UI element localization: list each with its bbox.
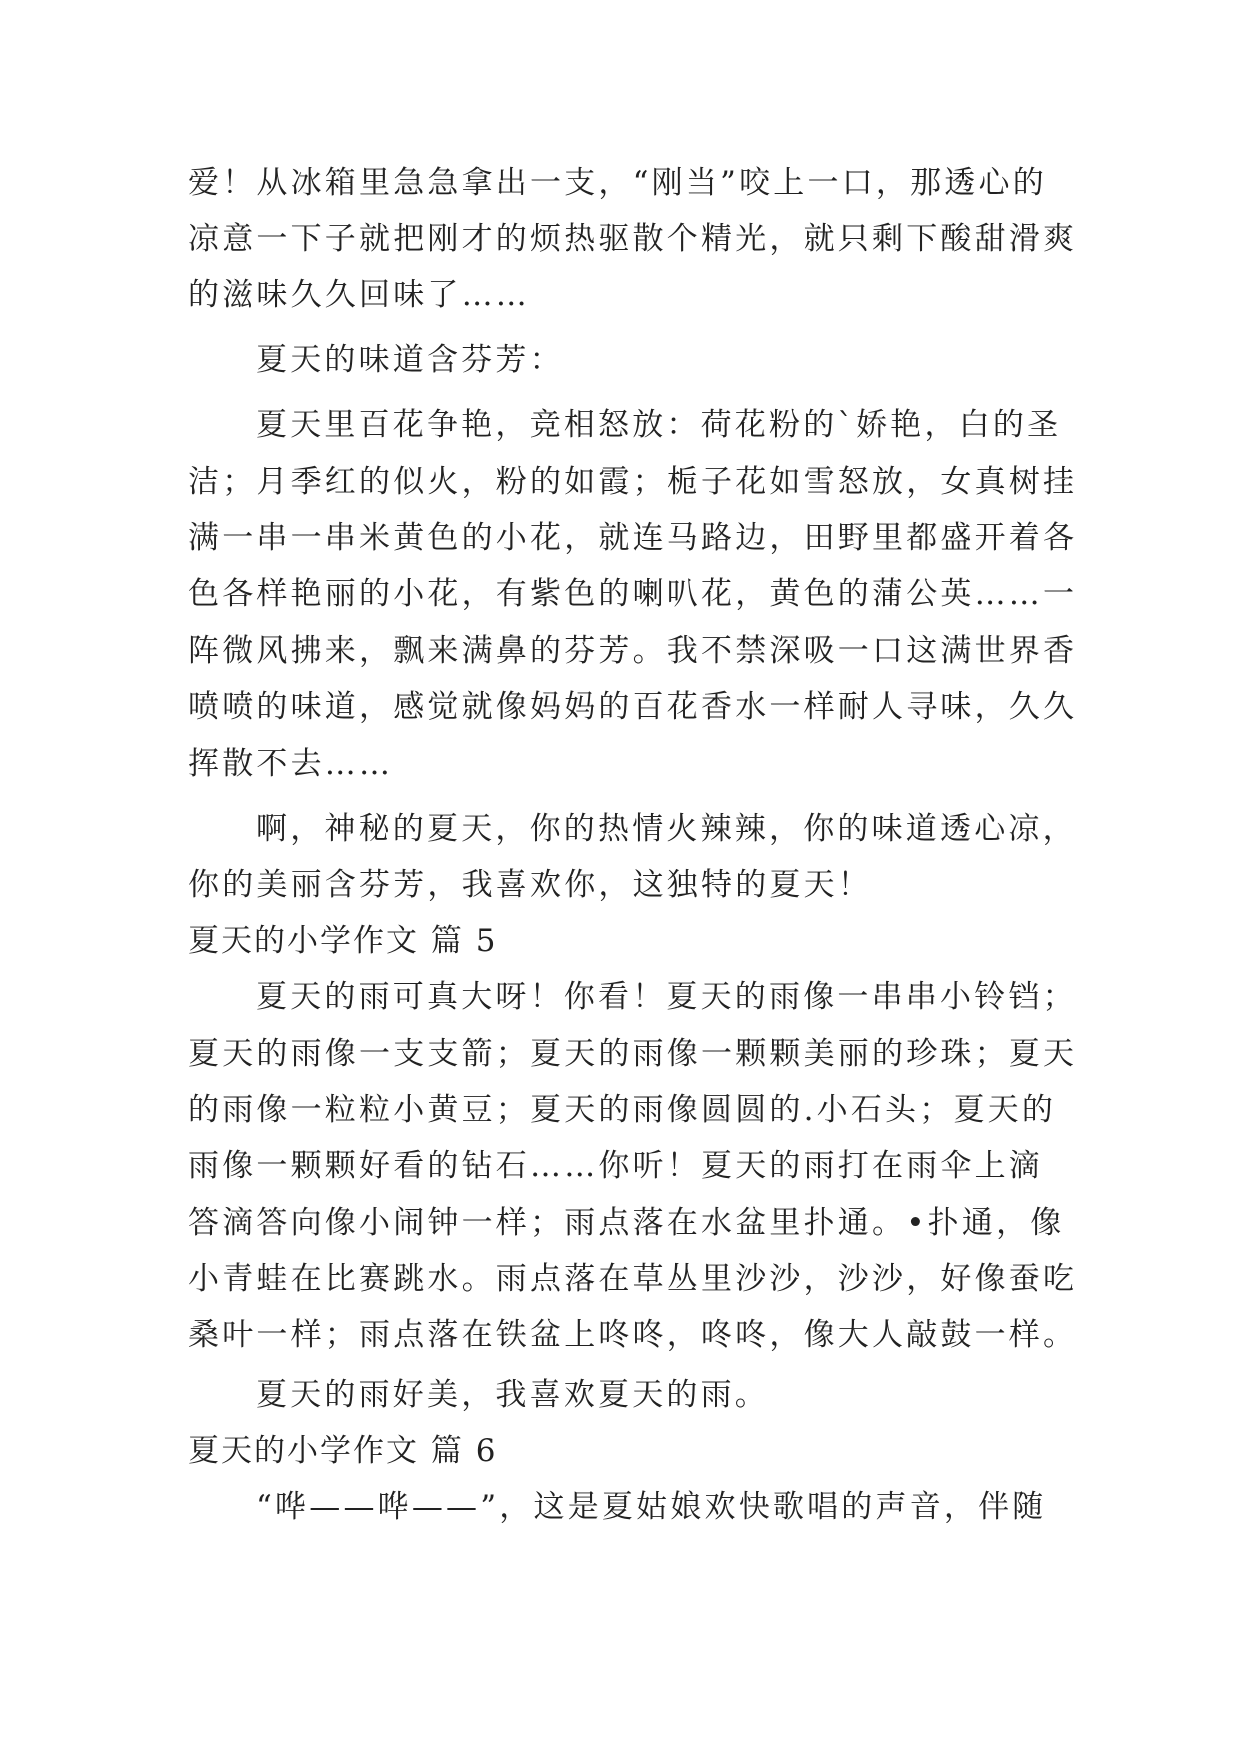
text-line: 雨像一颗颗好看的钻石……你听！夏天的雨打在雨伞上滴 — [188, 1148, 1043, 1184]
text-line: 挥散不去…… — [188, 746, 394, 782]
text-line: 桑叶一样；雨点落在铁盆上咚咚，咚咚，像大人敲鼓一样。 — [188, 1317, 1078, 1353]
text-line: 啊，神秘的夏天，你的热情火辣辣，你的味道透心凉， — [256, 811, 1077, 847]
text-line: 夏天里百花争艳，竞相怒放：荷花粉的`娇艳，白的圣 — [256, 407, 1062, 443]
text-line: 答滴答向像小闹钟一样；雨点落在水盆里扑通。•扑通，像 — [188, 1205, 1065, 1241]
text-line: 满一串一串米黄色的小花，就连马路边，田野里都盛开着各 — [188, 520, 1078, 556]
text-line: 夏天的雨像一支支箭；夏天的雨像一颗颗美丽的珍珠；夏天 — [188, 1036, 1078, 1072]
text-line: 色各样艳丽的小花，有紫色的喇叭花，黄色的蒲公英……一 — [188, 576, 1078, 612]
text-line: 凉意一下子就把刚才的烦热驱散个精光，就只剩下酸甜滑爽 — [188, 221, 1078, 257]
section-subtitle: 夏天的味道含芬芳： — [256, 342, 564, 378]
text-line: 小青蛙在比赛跳水。雨点落在草丛里沙沙，沙沙，好像蚕吃 — [188, 1261, 1078, 1297]
section-heading: 夏天的小学作文 篇 5 — [188, 923, 498, 959]
text-line: 爱！从冰箱里急急拿出一支，“刚当”咬上一口，那透心的 — [188, 165, 1047, 201]
text-line: 阵微风拂来，飘来满鼻的芬芳。我不禁深吸一口这满世界香 — [188, 633, 1078, 669]
text-line: 夏天的雨可真大呀！你看！夏天的雨像一串串小铃铛； — [256, 979, 1077, 1015]
text-line: 夏天的雨好美，我喜欢夏天的雨。 — [256, 1377, 769, 1413]
text-line: 的滋味久久回味了…… — [188, 277, 530, 313]
text-line: 洁；月季红的似火，粉的如霞；栀子花如雪怒放，女真树挂 — [188, 464, 1078, 500]
text-line: 的雨像一粒粒小黄豆；夏天的雨像圆圆的.小石头；夏天的 — [188, 1092, 1057, 1128]
text-line: 你的美丽含芬芳，我喜欢你，这独特的夏天！ — [188, 867, 872, 903]
section-heading: 夏天的小学作文 篇 6 — [188, 1433, 498, 1469]
text-line: 喷喷的味道，感觉就像妈妈的百花香水一样耐人寻味，久久 — [188, 689, 1078, 725]
text-line: “哗——哗——”，这是夏姑娘欢快歌唱的声音，伴随 — [256, 1489, 1047, 1525]
